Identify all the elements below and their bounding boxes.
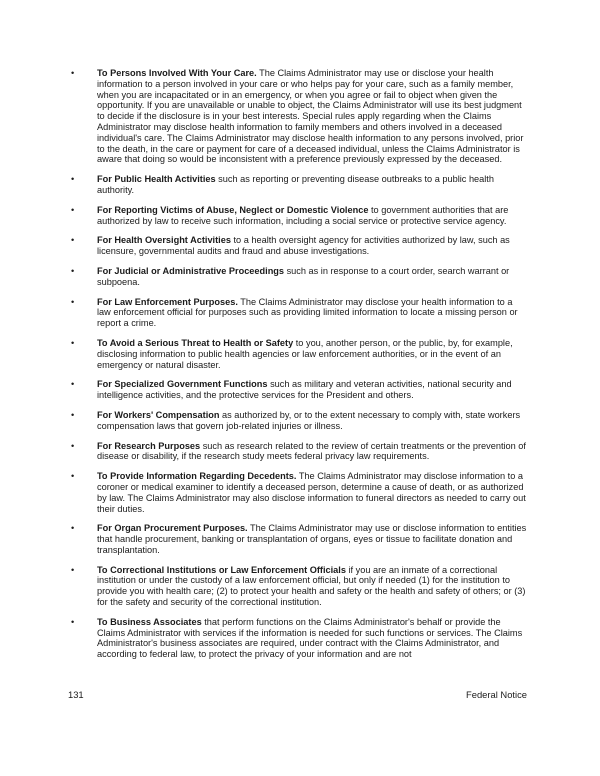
item-body-text: to you, another person, or the public, by, for example, disclosing information to public health agencies or law enforcement authorities, or in the event of an emergency or natural disaster. bbox=[97, 337, 513, 370]
bullet-icon: • bbox=[71, 337, 75, 348]
item-body-text: The Claims Administrator may disclose your health information to a law enforcement official for purposes such as providing limited information to locate a missing person or report a crime. bbox=[97, 296, 518, 329]
item-paragraph bbox=[97, 174, 494, 195]
item-lead-text: For Law Enforcement Purposes. bbox=[97, 296, 238, 307]
item-lead-text: To Avoid a Serious Threat to Health or Safety bbox=[97, 337, 294, 348]
bullet-icon: • bbox=[71, 564, 75, 575]
bullet-icon: • bbox=[71, 471, 75, 482]
item-body-text: if you are an inmate of a correctional institution or under the custody of a law enforcement official, but only if needed (1) for the institution to provide you with health care; (2) to protect your health and safety or the health and safety of others; or (3) for the safety and security of the correctional institution. bbox=[97, 564, 526, 608]
item-lead-text: For Reporting Victims of Abuse, Neglect or Domestic Violence bbox=[97, 204, 369, 215]
list-item bbox=[68, 617, 527, 660]
item-lead-text: To Provide Information Regarding Decedents. bbox=[97, 471, 297, 482]
item-body-text: The Claims Administrator may use or disclose information to entities that handle procurement, banking or transplantation of organs, eyes or tissue to facilitate donation and transplantation. bbox=[97, 523, 527, 555]
item-body-text: The Claims Administrator may disclose information to a coroner or medical examiner to identify a deceased person, determine a cause of death, or as authorized by law. The Claims Administrator may also disclose information to funeral directors as needed to carry out their duties. bbox=[97, 471, 526, 514]
list-item bbox=[68, 338, 527, 370]
item-lead-text: For Judicial or Administrative Proceedings bbox=[97, 265, 285, 276]
list-item bbox=[68, 68, 527, 165]
item-body-text: The Claims Administrator may use or disclose your health information to a person involved in your care or who helps pay for your care, such as a family member, when you are incapacitated or in an emergency, or when you agree or fail to object when given the opportunity. If you are unavailable or unable to object, the Claims Administrator will use its best judgment to decide if the disclosure is in your best interests. Special rules apply regarding when the Claims Administrator may disclose health information to family members and others involved in a deceased individual's care. The Claims Administrator may disclose health information to any persons involved, prior to the death, in the care or payment for care of a deceased individual, unless the Claims Administrator is aware that doing so would be inconsistent with a preference previously expressed by the deceased. bbox=[97, 68, 524, 165]
item-paragraph bbox=[97, 565, 525, 607]
item-paragraph bbox=[97, 266, 509, 287]
list-item bbox=[68, 266, 527, 288]
item-lead-text: For Workers' Compensation bbox=[97, 409, 220, 420]
item-body-text: that perform functions on the Claims Administrator's behalf or provide the Claims Administrator with services if the information is needed for such functions or services. The Claims Administrator's business associates are required, under contract with the Claims Administrator, and according to federal law, to protect the privacy of your information and are not bbox=[97, 616, 523, 660]
item-lead-text: For Organ Procurement Purposes. bbox=[97, 523, 248, 534]
item-paragraph bbox=[97, 205, 508, 226]
list-item bbox=[68, 523, 527, 555]
item-paragraph bbox=[97, 379, 512, 400]
list-item bbox=[68, 174, 527, 196]
item-body-text: as authorized by, or to the extent necessary to comply with, state workers compensation laws that govern job-related injuries or illness. bbox=[97, 409, 521, 431]
bullet-icon: • bbox=[71, 204, 75, 215]
item-lead-text: For Health Oversight Activities bbox=[97, 235, 231, 246]
bullet-icon: • bbox=[71, 379, 75, 390]
list-item bbox=[68, 205, 527, 227]
page-footer bbox=[68, 689, 527, 700]
item-body-text: such as reporting or preventing disease outbreaks to a public health authority. bbox=[97, 174, 494, 195]
bullet-icon: • bbox=[71, 409, 75, 420]
disclosure-list bbox=[68, 68, 527, 669]
item-lead-text: For Research Purposes bbox=[97, 440, 201, 451]
item-paragraph bbox=[97, 297, 518, 329]
item-paragraph bbox=[97, 523, 526, 555]
item-paragraph bbox=[97, 471, 526, 513]
item-paragraph bbox=[97, 235, 510, 256]
bullet-icon: • bbox=[71, 235, 75, 246]
bullet-icon: • bbox=[71, 68, 75, 78]
footer-section-label: Federal Notice bbox=[466, 689, 527, 700]
item-lead-text: For Specialized Government Functions bbox=[97, 379, 268, 390]
item-lead-text: For Public Health Activities bbox=[97, 174, 216, 185]
list-item bbox=[68, 565, 527, 608]
item-paragraph bbox=[97, 410, 520, 431]
item-paragraph bbox=[97, 338, 513, 370]
item-paragraph bbox=[97, 617, 522, 659]
item-lead-text: To Persons Involved With Your Care. bbox=[97, 68, 257, 78]
item-lead-text: To Correctional Institutions or Law Enforcement Officials bbox=[97, 564, 346, 575]
bullet-icon: • bbox=[71, 523, 75, 534]
list-item bbox=[68, 297, 527, 329]
bullet-icon: • bbox=[71, 440, 75, 451]
list-item bbox=[68, 410, 527, 432]
item-paragraph bbox=[97, 68, 523, 164]
bullet-icon: • bbox=[71, 616, 75, 627]
bullet-icon: • bbox=[71, 296, 75, 307]
list-item bbox=[68, 379, 527, 401]
page-number: 131 bbox=[68, 689, 84, 700]
item-body-text: to a health oversight agency for activities authorized by law, such as licensure, governmental audits and fraud and abuse investigations. bbox=[97, 235, 510, 257]
item-body-text: such as military and veteran activities, national security and intelligence activities, and the protective services for the President and others. bbox=[97, 379, 512, 401]
item-paragraph bbox=[97, 441, 526, 462]
list-item bbox=[68, 471, 527, 514]
item-lead-text: To Business Associates bbox=[97, 616, 202, 627]
list-item bbox=[68, 441, 527, 463]
item-body-text: such as research related to the review of certain treatments or the prevention of disease or disability, if the research study meets federal privacy law requirements. bbox=[97, 440, 526, 462]
list-item bbox=[68, 235, 527, 257]
item-body-text: to government authorities that are authorized by law to receive such information, including a social service or protective service agency. bbox=[97, 204, 509, 226]
item-body-text: such as in response to a court order, search warrant or subpoena. bbox=[97, 265, 510, 287]
bullet-icon: • bbox=[71, 265, 75, 276]
bullet-icon: • bbox=[71, 174, 75, 185]
